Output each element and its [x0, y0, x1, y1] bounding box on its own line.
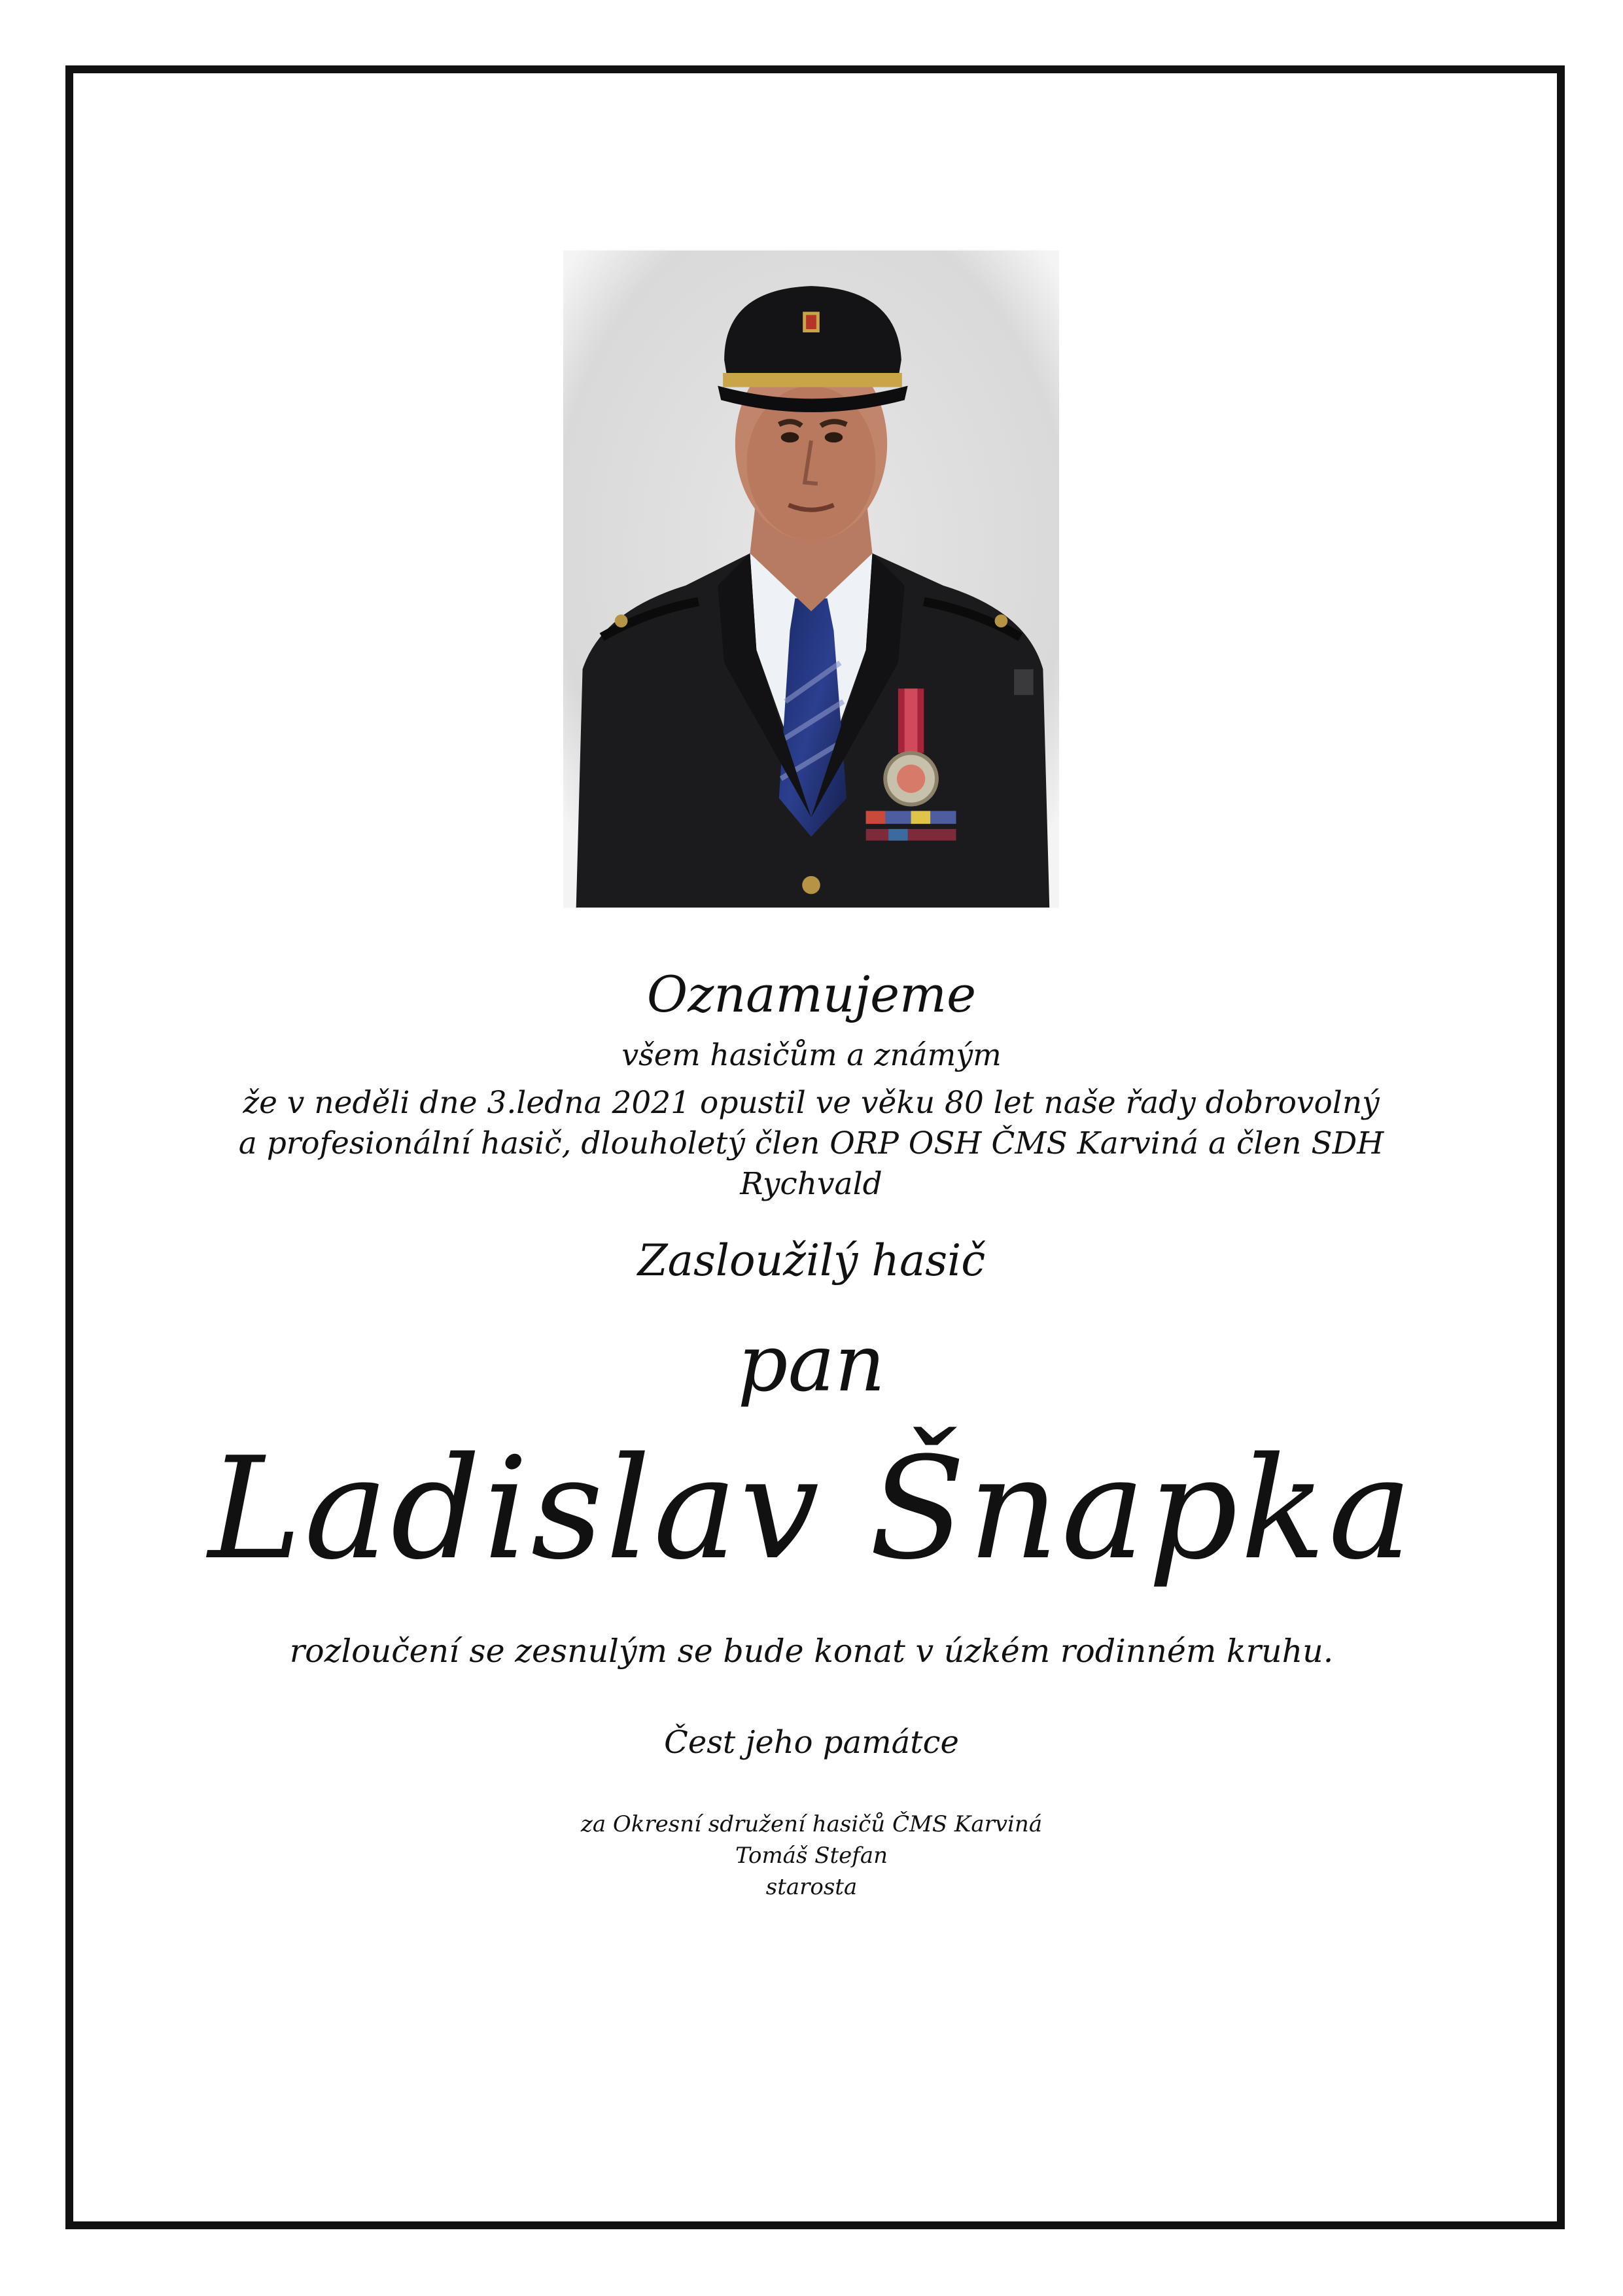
honorary-title: Zasloužilý hasič [637, 1235, 986, 1286]
signature-role: starosta [765, 1874, 858, 1900]
signature-organization: za Okresní sdružení hasičů ČMS Karviná [580, 1811, 1043, 1837]
signature-person: Tomáš Stefan [735, 1843, 888, 1869]
portrait-photo [559, 245, 1063, 913]
deceased-name: Ladislav Šnapka [208, 1426, 1415, 1591]
announcement-heading: Oznamujeme [646, 965, 977, 1023]
honor-line: Čest jeho památce [664, 1724, 959, 1761]
honorific: pan [737, 1318, 886, 1409]
farewell-note: rozloučení se zesnulým se bude konat v úzkém rodinném kruhu. [289, 1633, 1334, 1670]
announcement-body: že v neděli dne 3.ledna 2021 opustil ve věku 80 let naše řady dobrovolný a profesionální hasič, dlouholetý člen ORP OSH ČMS Karviná a člen SDH Rychvald [238, 1085, 1384, 1202]
addressees-line: všem hasičům a známým [621, 1037, 1002, 1072]
